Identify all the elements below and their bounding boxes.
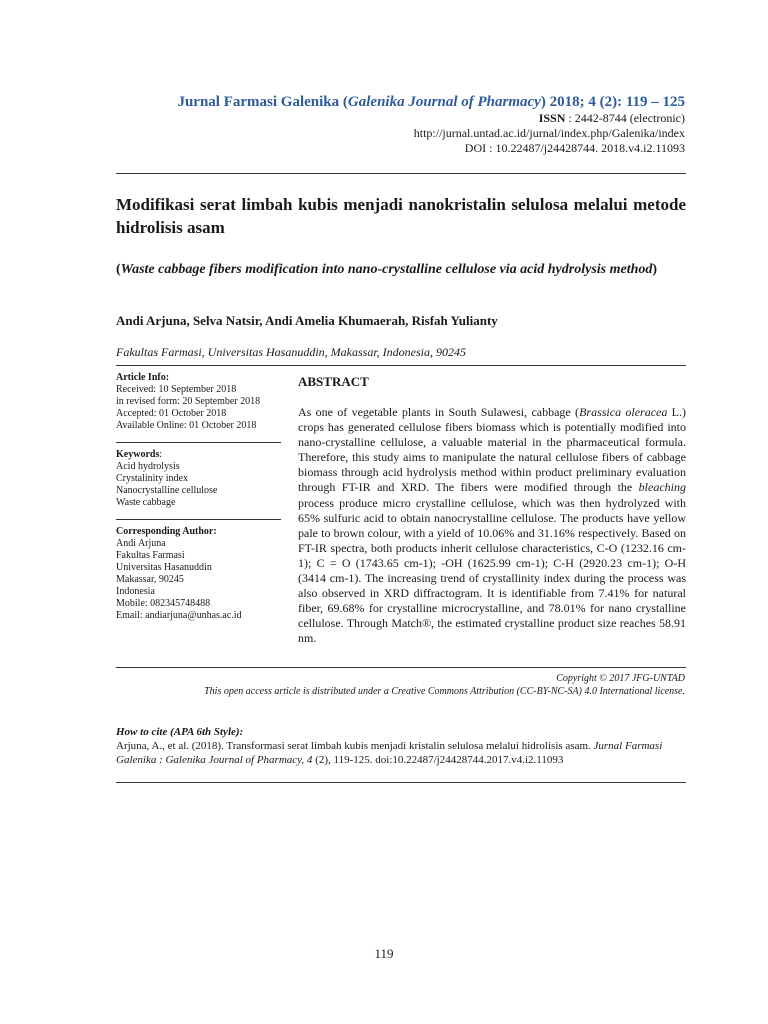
- journal-name-english: Galenika Journal of Pharmacy: [347, 94, 541, 110]
- journal-doi: DOI : 10.22487/j24428744. 2018.v4.i2.11093: [464, 141, 685, 155]
- issn-value: : 2442-8744 (electronic): [568, 111, 685, 125]
- keyword-item: Crystalinity index: [116, 473, 188, 484]
- abstract-divider: [116, 667, 686, 668]
- corresponding-line: Indonesia: [116, 586, 155, 597]
- copyright-notice: [204, 672, 685, 698]
- keyword-item: Nanocrystalline cellulose: [116, 485, 218, 496]
- article-title: Modifikasi serat limbah kubis menjadi nanokristalin selulosa melalui metode hidrolisis asam: [116, 195, 686, 237]
- cite-text: Arjuna, A., et al. (2018). Transformasi serat limbah kubis menjadi kristalin selulosa melalui hidrolisis asam. Jurnal Farmasi Galenika : Galenika Journal of Pharmacy, 4 (2), 119-125. doi:10.22487/j24428744.2017.v4.i2.11093: [116, 740, 663, 766]
- species-name: Brassica oleracea: [579, 405, 668, 419]
- bleaching-term: bleaching: [638, 480, 686, 495]
- revised-date: in revised form: 20 September 2018: [116, 396, 261, 407]
- copyright-line: Copyright © 2017 JFG-UNTAD: [556, 673, 685, 684]
- page-number: 119: [374, 946, 394, 961]
- header-divider: [116, 173, 686, 174]
- journal-title: Jurnal Farmasi Galenika (Galenika Journal of Pharmacy) 2018; 4 (2): 119 – 125: [177, 94, 685, 110]
- corresponding-line: Fakultas Farmasi: [116, 550, 185, 561]
- article-info-heading: Article Info:: [116, 372, 170, 383]
- online-date: Available Online: 01 October 2018: [116, 420, 257, 431]
- corresponding-author-block: [116, 526, 281, 628]
- keywords-heading: Keywords:: [116, 449, 163, 460]
- info-divider: [116, 519, 281, 520]
- accepted-date: Accepted: 01 October 2018: [116, 408, 227, 419]
- keywords-block: [116, 449, 281, 515]
- article-info: [116, 372, 281, 438]
- journal-header: [177, 93, 685, 156]
- corresponding-line: Andi Arjuna: [116, 538, 166, 549]
- info-divider: [116, 442, 281, 443]
- article-affiliation: Fakultas Farmasi, Universitas Hasanuddin, Makassar, Indonesia, 90245: [116, 345, 466, 359]
- journal-issn: [177, 111, 685, 126]
- abstract-heading: ABSTRACT: [298, 374, 369, 389]
- journal-name: Jurnal Farmasi Galenika: [177, 94, 340, 110]
- issn-label: ISSN: [538, 111, 566, 125]
- title-divider: [116, 365, 686, 366]
- journal-issue: 2018; 4 (2): 119 – 125: [549, 94, 685, 110]
- keyword-item: Acid hydrolysis: [116, 461, 180, 472]
- article-info-column: [116, 372, 281, 628]
- keyword-item: Waste cabbage: [116, 497, 176, 508]
- received-date: Received: 10 September 2018: [116, 384, 237, 395]
- article-subtitle: (Waste cabbage fibers modification into nano-crystalline cellulose via acid hydrolysis method): [116, 262, 658, 277]
- corresponding-line: Mobile: 082345748488: [116, 598, 211, 609]
- abstract-body: As one of vegetable plants in South Sulawesi, cabbage (Brassica oleracea L.) crops has generated cellulose fibers biomass which is potentially modified into nano-crystalline cellulose, a valuable material in the pharmaceutical formula. Therefore, this study aims to manipulate the natural cellulose fibers of cabbage biomass through acid hydrolysis method within product preliminary evaluation through FT-IR and XRD. The fibers were modified through the bleaching process produce micro crystalline cellulose, which was then hydrolyzed with 65% sulfuric acid to obtain nanocrystalline cellulose. The products have yellow pale to brown colour, with a yield of 10.06% and 31.16% respectively. Based on FT-IR spectra, both products inherit cellulose characteristics, C-O (1232.16 cm-1); C = O (1743.65 cm-1); -OH (1625.99 cm-1); C-H (2920.23 cm-1); O-H (3414 cm-1). The increasing trend of crystallinity index during the process was also observed in XRD diffractogram. It is identifiable from 7.41% for natural fiber, 69.68% for crystalline microcrystalline, and 78.01% for nano crystalline cellulose. Through Match®, the estimated crystalline product size reaches 58.91 nm.: [298, 405, 686, 646]
- corresponding-heading: Corresponding Author:: [116, 526, 217, 537]
- cite-heading: How to cite (APA 6th Style):: [116, 726, 244, 738]
- cite-journal: Jurnal Farmasi Galenika : Galenika Journal of Pharmacy, 4: [116, 740, 663, 766]
- license-line: This open access article is distributed under a Creative Commons Attribution (CC-BY-NC-SA) 4.0 International license.: [204, 686, 685, 697]
- cite-divider: [116, 782, 686, 783]
- article-authors: Andi Arjuna, Selva Natsir, Andi Amelia Khumaerah, Risfah Yulianty: [116, 313, 498, 328]
- corresponding-email[interactable]: Email: andiarjuna@unhas.ac.id: [116, 610, 242, 621]
- journal-url[interactable]: http://jurnal.untad.ac.id/jurnal/index.php/Galenika/index: [413, 126, 685, 140]
- corresponding-line: Universitas Hasanuddin: [116, 562, 212, 573]
- abstract-section: [298, 374, 686, 647]
- how-to-cite: [116, 725, 686, 767]
- corresponding-line: Makassar, 90245: [116, 574, 184, 585]
- article-subtitle-text: Waste cabbage fibers modification into nano-crystalline cellulose via acid hydrolysis method: [120, 262, 653, 277]
